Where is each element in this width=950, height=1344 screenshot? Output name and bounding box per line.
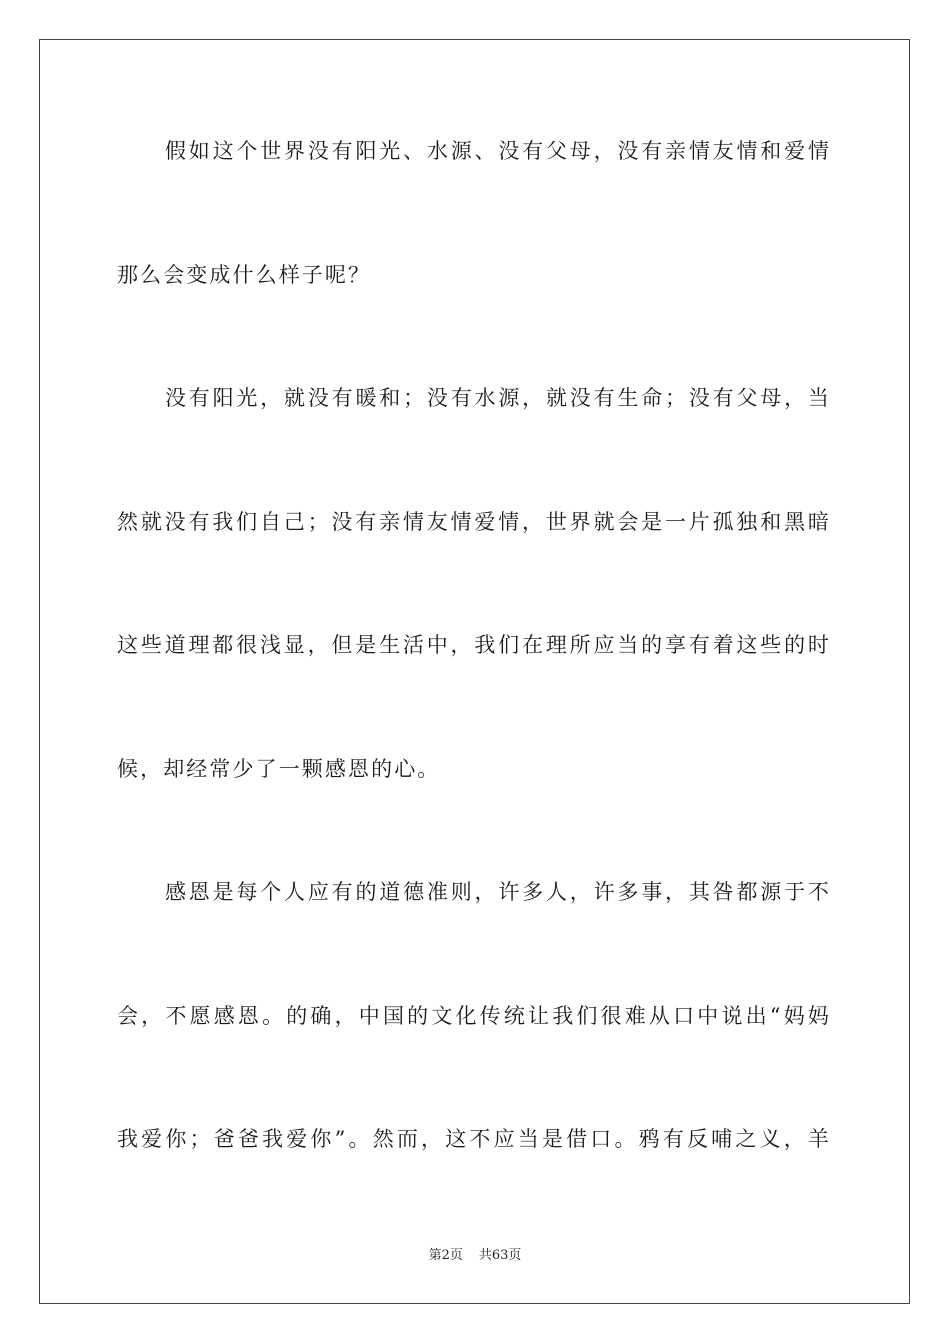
paragraph-line: 我爱你；爸爸我爱你”。然而，这不应当是借口。鸦有反哺之义，羊	[117, 1127, 831, 1151]
page-footer	[0, 1247, 950, 1265]
page-total: 共63页	[478, 1248, 522, 1263]
paragraph-line: 候，却经常少了一颗感恩的心。	[117, 757, 441, 781]
paragraph-line: 没有阳光，就没有暖和；没有水源，就没有生命；没有父母，当	[165, 386, 831, 410]
page-border	[39, 39, 910, 1304]
paragraph-line: 感恩是每个人应有的道德准则，许多人，许多事，其咎都源于不	[165, 880, 831, 904]
paragraph-line: 会，不愿感恩。的确，中国的文化传统让我们很难从口中说出“妈妈	[117, 1004, 831, 1028]
page-number: 第2页	[428, 1248, 463, 1263]
paragraph-line: 假如这个世界没有阳光、水源、没有父母，没有亲情友情和爱情	[165, 139, 831, 163]
paragraph-line: 那么会变成什么样子呢？	[117, 263, 372, 287]
paragraph-line: 这些道理都很浅显，但是生活中，我们在理所应当的享有着这些的时	[117, 633, 831, 657]
paragraph-line: 然就没有我们自己；没有亲情友情爱情，世界就会是一片孤独和黑暗	[117, 510, 831, 534]
